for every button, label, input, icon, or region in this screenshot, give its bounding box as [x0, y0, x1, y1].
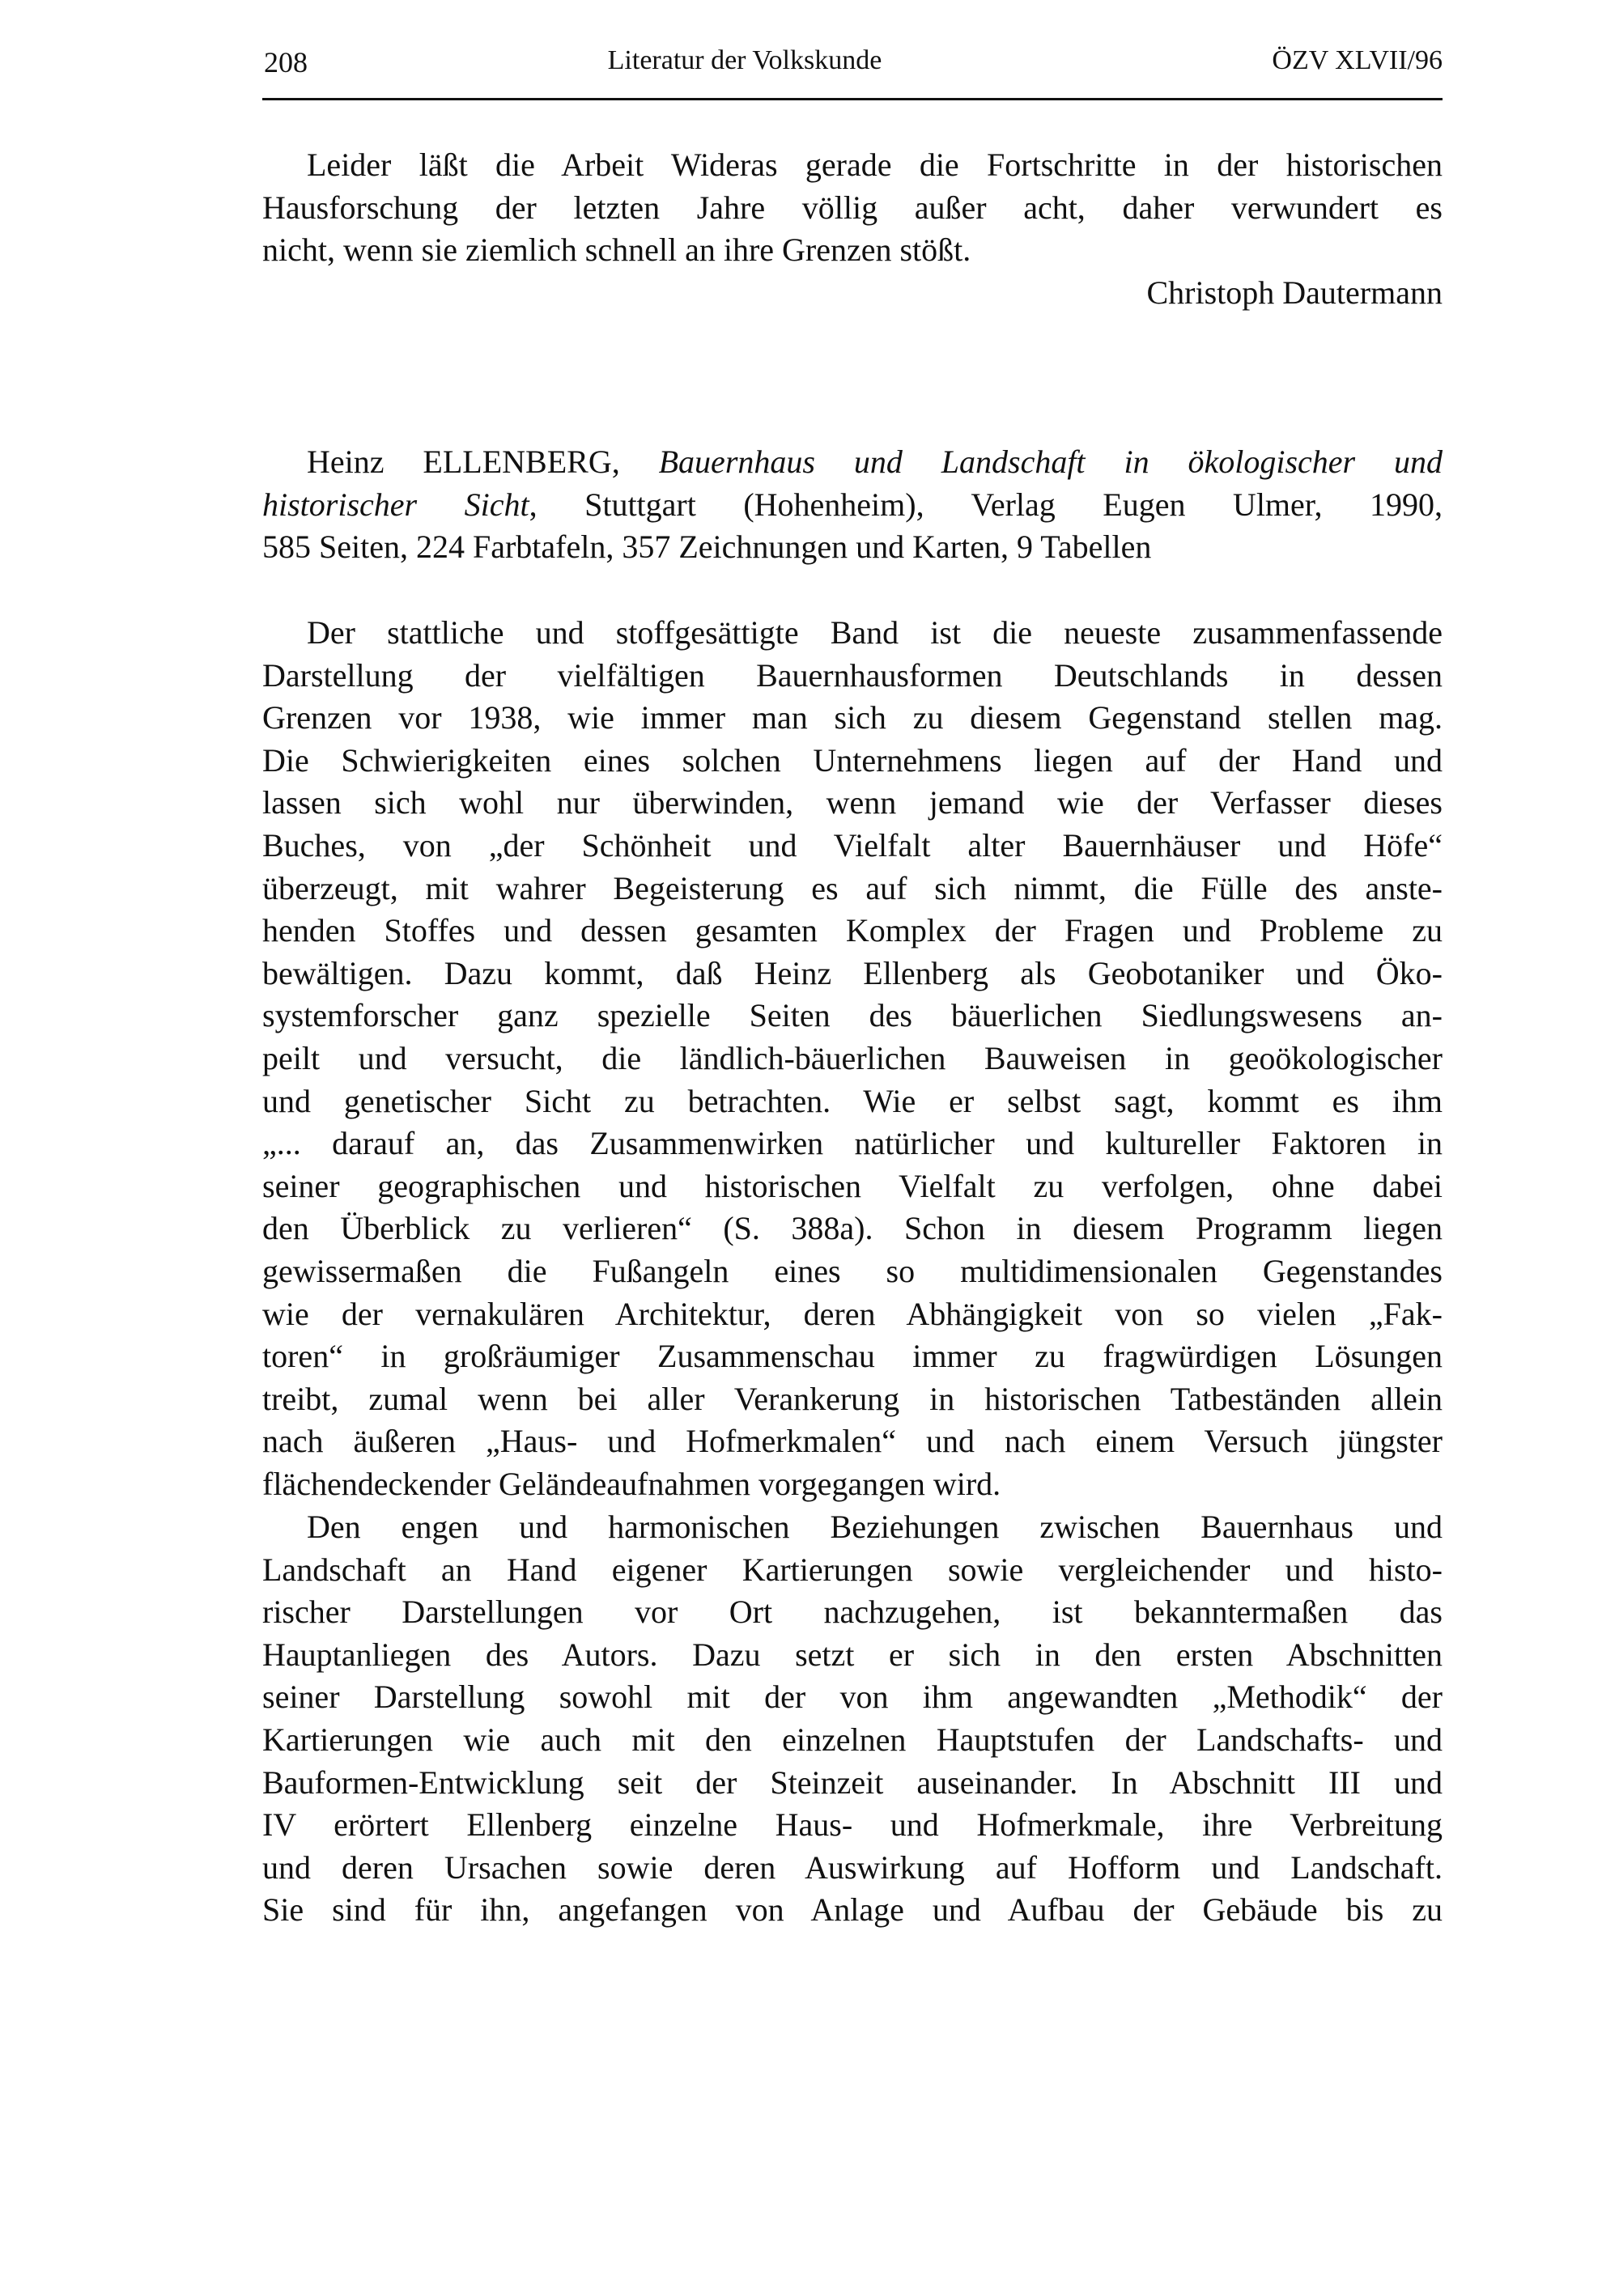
- text-line: Grenzen vor 1938, wie immer man sich zu diesem Gegenstand stellen mag.: [262, 699, 1443, 736]
- text-line: gewissermaßen die Fußangeln eines so multidimensionalen Gegenstandes: [262, 1252, 1443, 1289]
- text-line: rischer Darstellungen vor Ort nachzugehen, ist bekanntermaßen das: [262, 1594, 1443, 1631]
- book-author: Heinz ELLENBERG,: [307, 443, 620, 480]
- text-line: Darstellung der vielfältigen Bauernhausformen Deutschlands in dessen: [262, 656, 1443, 694]
- page-number: 208: [264, 46, 308, 79]
- text-line: nicht, wenn sie ziemlich schnell an ihre Grenzen stößt.: [262, 231, 971, 269]
- text-line: peilt und versucht, die ländlich-bäuerlichen Bauweisen in geoökologischer: [262, 1039, 1443, 1076]
- text-line: Leider läßt die Arbeit Wideras gerade die Fortschritte in der historischen: [307, 146, 1443, 183]
- text-line: Kartierungen wie auch mit den einzelnen Hauptstufen der Landschafts- und: [262, 1721, 1443, 1758]
- text-line: Den engen und harmonischen Beziehungen zwischen Bauernhaus und: [307, 1509, 1443, 1545]
- text-line: seiner geographischen und historischen Vielfalt zu verfolgen, ohne dabei: [262, 1167, 1443, 1204]
- text-line: Buches, von „der Schönheit und Vielfalt alter Bauernhäuser und Höfe“: [262, 826, 1443, 864]
- header-rule: [262, 98, 1443, 100]
- text-line: IV erörtert Ellenberg einzelne Haus- und Hofmerkmale, ihre Verbreitung: [262, 1806, 1443, 1844]
- text-line: wie der vernakulären Architektur, deren Abhängigkeit von so vielen „Fak-: [262, 1295, 1443, 1332]
- text-line: und genetischer Sicht zu betrachten. Wie er selbst sagt, kommt es ihm: [262, 1082, 1443, 1119]
- book-citation: [262, 441, 1443, 569]
- text-line: und deren Ursachen sowie deren Auswirkung auf Hofform und Landschaft.: [262, 1848, 1443, 1886]
- text-line: treibt, zumal wenn bei aller Verankerung in historischen Tatbeständen allein: [262, 1380, 1443, 1417]
- book-details: 585 Seiten, 224 Farbtafeln, 357 Zeichnungen und Karten, 9 Tabellen: [262, 528, 1152, 566]
- previous-review-ending: [262, 144, 1443, 314]
- text-line: seiner Darstellung sowohl mit der von ihm angewandten „Methodik“ der: [262, 1678, 1443, 1716]
- text-line: Bauformen-Entwicklung seit der Steinzeit auseinander. In Abschnitt III und: [262, 1763, 1443, 1801]
- text-line: den Überblick zu verlieren“ (S. 388a). Schon in diesem Programm liegen: [262, 1210, 1443, 1247]
- text-line: lassen sich wohl nur überwinden, wenn jemand wie der Verfasser dieses: [262, 784, 1443, 821]
- text-line: toren“ in großräumiger Zusammenschau immer zu fragwürdigen Lösungen: [262, 1338, 1443, 1375]
- reviewer-signature: Christoph Dautermann: [1146, 274, 1443, 311]
- text-line: „... darauf an, das Zusammenwirken natürlicher und kultureller Faktoren in: [262, 1125, 1443, 1162]
- text-line: Hauptanliegen des Autors. Dazu setzt er sich in den ersten Abschnitten: [262, 1636, 1443, 1673]
- text-line: überzeugt, mit wahrer Begeisterung es auf sich nimmt, die Fülle des anste-: [262, 869, 1443, 906]
- text-line: systemforscher ganz spezielle Seiten des bäuerlichen Siedlungswesens an-: [262, 997, 1443, 1034]
- review-paragraph-1: [262, 612, 1443, 1505]
- book-title: Bauernhaus und Landschaft in ökologischer und: [658, 443, 1443, 480]
- text-line: Der stattliche und stoffgesättigte Band ist die neueste zusammenfassende: [307, 614, 1443, 651]
- text-line: nach äußeren „Haus- und Hofmerkmalen“ und nach einem Versuch jüngster: [262, 1423, 1443, 1460]
- text-line: Hausforschung der letzten Jahre völlig außer acht, daher verwundert es: [262, 189, 1443, 226]
- journal-issue: ÖZV XLVII/96: [1272, 45, 1443, 75]
- review-paragraph-2: [262, 1506, 1443, 1932]
- text-line: henden Stoffes und dessen gesamten Komplex der Fragen und Probleme zu: [262, 912, 1443, 949]
- text-line: bewältigen. Dazu kommt, daß Heinz Ellenberg als Geobotaniker und Öko-: [262, 954, 1443, 991]
- text-line: Die Schwierigkeiten eines solchen Unternehmens liegen auf der Hand und: [262, 741, 1443, 779]
- text-line: Sie sind für ihn, angefangen von Anlage und Aufbau der Gebäude bis zu: [262, 1891, 1443, 1929]
- book-title-cont: historischer Sicht: [262, 486, 529, 523]
- running-title: Literatur der Volkskunde: [607, 45, 882, 75]
- publication-info: , Stuttgart (Hohenheim), Verlag Eugen Ulmer, 1990,: [529, 486, 1443, 523]
- text-line: flächendeckender Geländeaufnahmen vorgegangen wird.: [262, 1465, 1001, 1502]
- text-line: Landschaft an Hand eigener Kartierungen sowie vergleichender und histo-: [262, 1551, 1443, 1588]
